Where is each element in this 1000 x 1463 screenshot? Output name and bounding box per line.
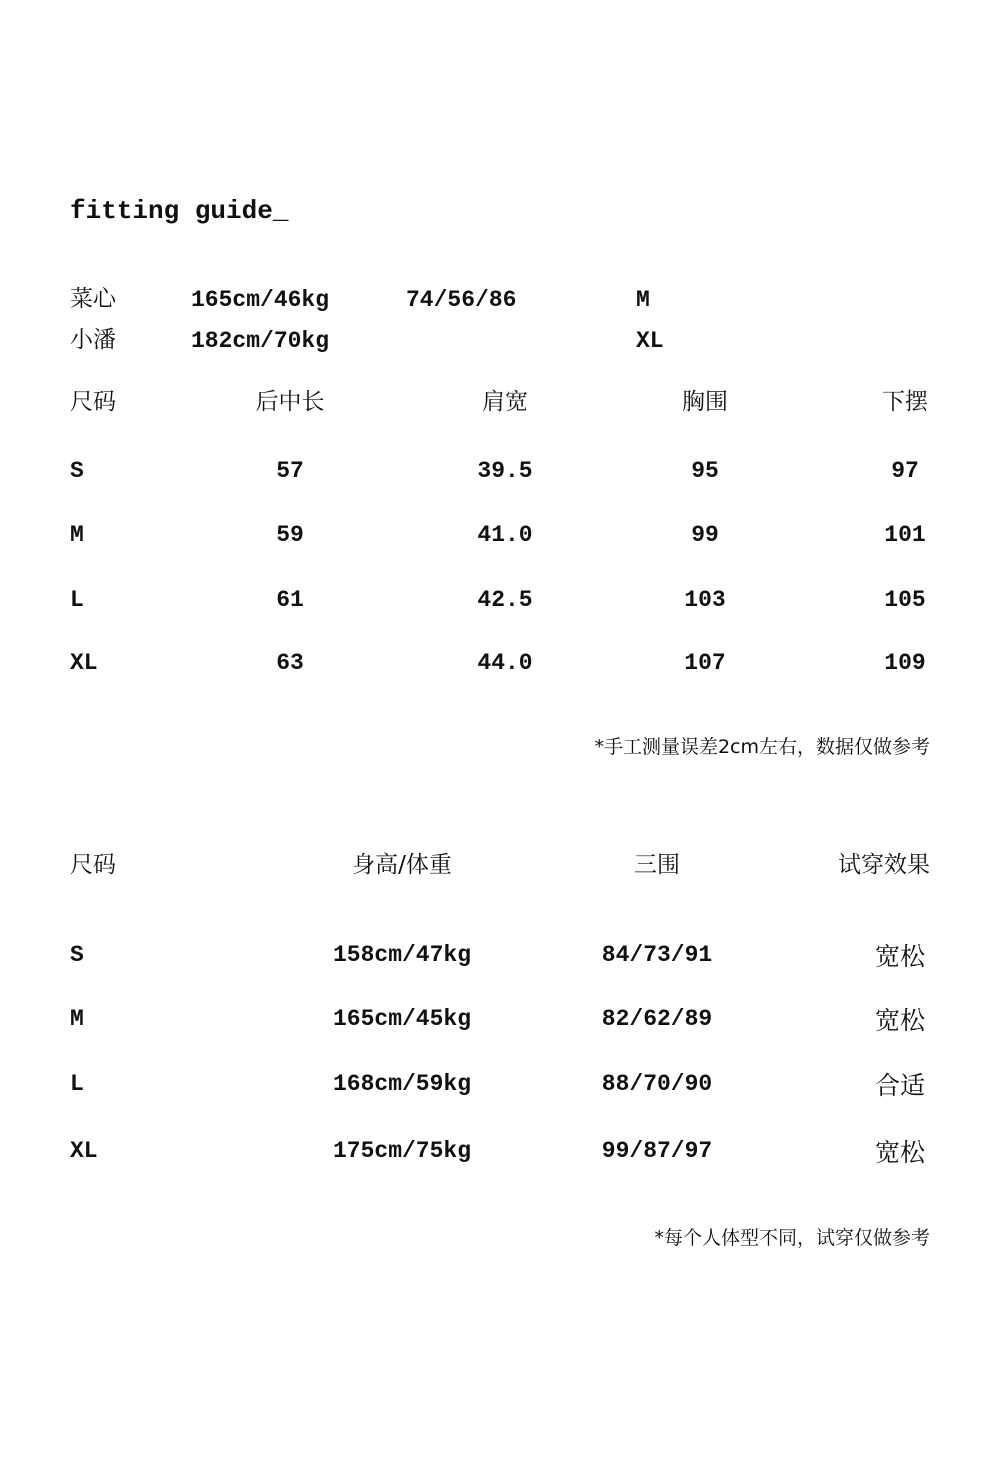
table-cell: 97 [891, 458, 919, 484]
table-cell: S [70, 942, 84, 968]
table-cell: 107 [684, 650, 726, 676]
column-header-height-weight: 身高/体重 [352, 852, 452, 878]
table-cell: 42.5 [477, 587, 533, 613]
table-cell: 175cm/75kg [332, 1138, 472, 1164]
table-row [0, 1008, 1000, 1042]
table-cell: XL [70, 1138, 98, 1164]
table-cell: 宽松 [874, 1138, 925, 1167]
model-size: M [636, 287, 650, 313]
table-row [0, 1140, 1000, 1174]
model-size: XL [636, 328, 664, 354]
table-header-row [0, 391, 1000, 425]
model-row [0, 286, 1000, 316]
table-row [0, 589, 1000, 623]
column-header-size: 尺码 [70, 852, 116, 878]
model-row [0, 327, 1000, 357]
column-header-size: 尺码 [70, 389, 116, 415]
table-cell: 63 [276, 650, 304, 676]
column-header-measurements: 三围 [634, 852, 680, 878]
table-cell: 41.0 [477, 522, 533, 548]
table-cell: 105 [884, 587, 926, 613]
table-cell: 57 [276, 458, 304, 484]
table-row [0, 1073, 1000, 1107]
table-cell: XL [70, 650, 98, 676]
table-row [0, 524, 1000, 558]
table-cell: 109 [884, 650, 926, 676]
column-header-shoulder: 肩宽 [482, 389, 528, 415]
table-row [0, 944, 1000, 978]
table-cell: 宽松 [874, 1006, 925, 1035]
column-header-hem: 下摆 [882, 389, 928, 415]
table-cell: L [70, 1071, 84, 1097]
page-title: fitting guide_ [70, 196, 289, 226]
table-cell: 168cm/59kg [332, 1071, 472, 1097]
table-row [0, 652, 1000, 686]
table-cell: 88/70/90 [601, 1071, 713, 1097]
model-name: 菜心 [70, 286, 116, 312]
model-name: 小潘 [70, 327, 116, 353]
table-cell: 165cm/45kg [332, 1006, 472, 1032]
table-cell: 84/73/91 [601, 942, 713, 968]
table-cell: 59 [276, 522, 304, 548]
table-cell: 合适 [874, 1071, 925, 1100]
table-cell: 99 [691, 522, 719, 548]
table-cell: 82/62/89 [601, 1006, 713, 1032]
table-cell: 101 [884, 522, 926, 548]
table-cell: 39.5 [477, 458, 533, 484]
table-cell: 95 [691, 458, 719, 484]
column-header-fit-effect: 试穿效果 [838, 852, 930, 878]
table-row [0, 460, 1000, 494]
table-header-row [0, 854, 1000, 888]
model-height-weight: 165cm/46kg [191, 287, 330, 313]
model-measurements: 74/56/86 [406, 287, 517, 313]
table-cell: 158cm/47kg [332, 942, 472, 968]
table-cell: S [70, 458, 84, 484]
column-header-chest: 胸围 [682, 389, 728, 415]
table-cell: M [70, 1006, 84, 1032]
table-cell: 44.0 [477, 650, 533, 676]
fit-note: *每个人体型不同，试穿仅做参考 [654, 1227, 930, 1249]
table-cell: 宽松 [874, 942, 925, 971]
table-cell: L [70, 587, 84, 613]
model-height-weight: 182cm/70kg [191, 328, 330, 354]
table-cell: 103 [684, 587, 726, 613]
measurement-note: *手工测量误差2cm左右，数据仅做参考 [594, 736, 930, 758]
table-cell: M [70, 522, 84, 548]
table-cell: 61 [276, 587, 304, 613]
column-header-back-length: 后中长 [255, 389, 325, 415]
table-cell: 99/87/97 [601, 1138, 713, 1164]
